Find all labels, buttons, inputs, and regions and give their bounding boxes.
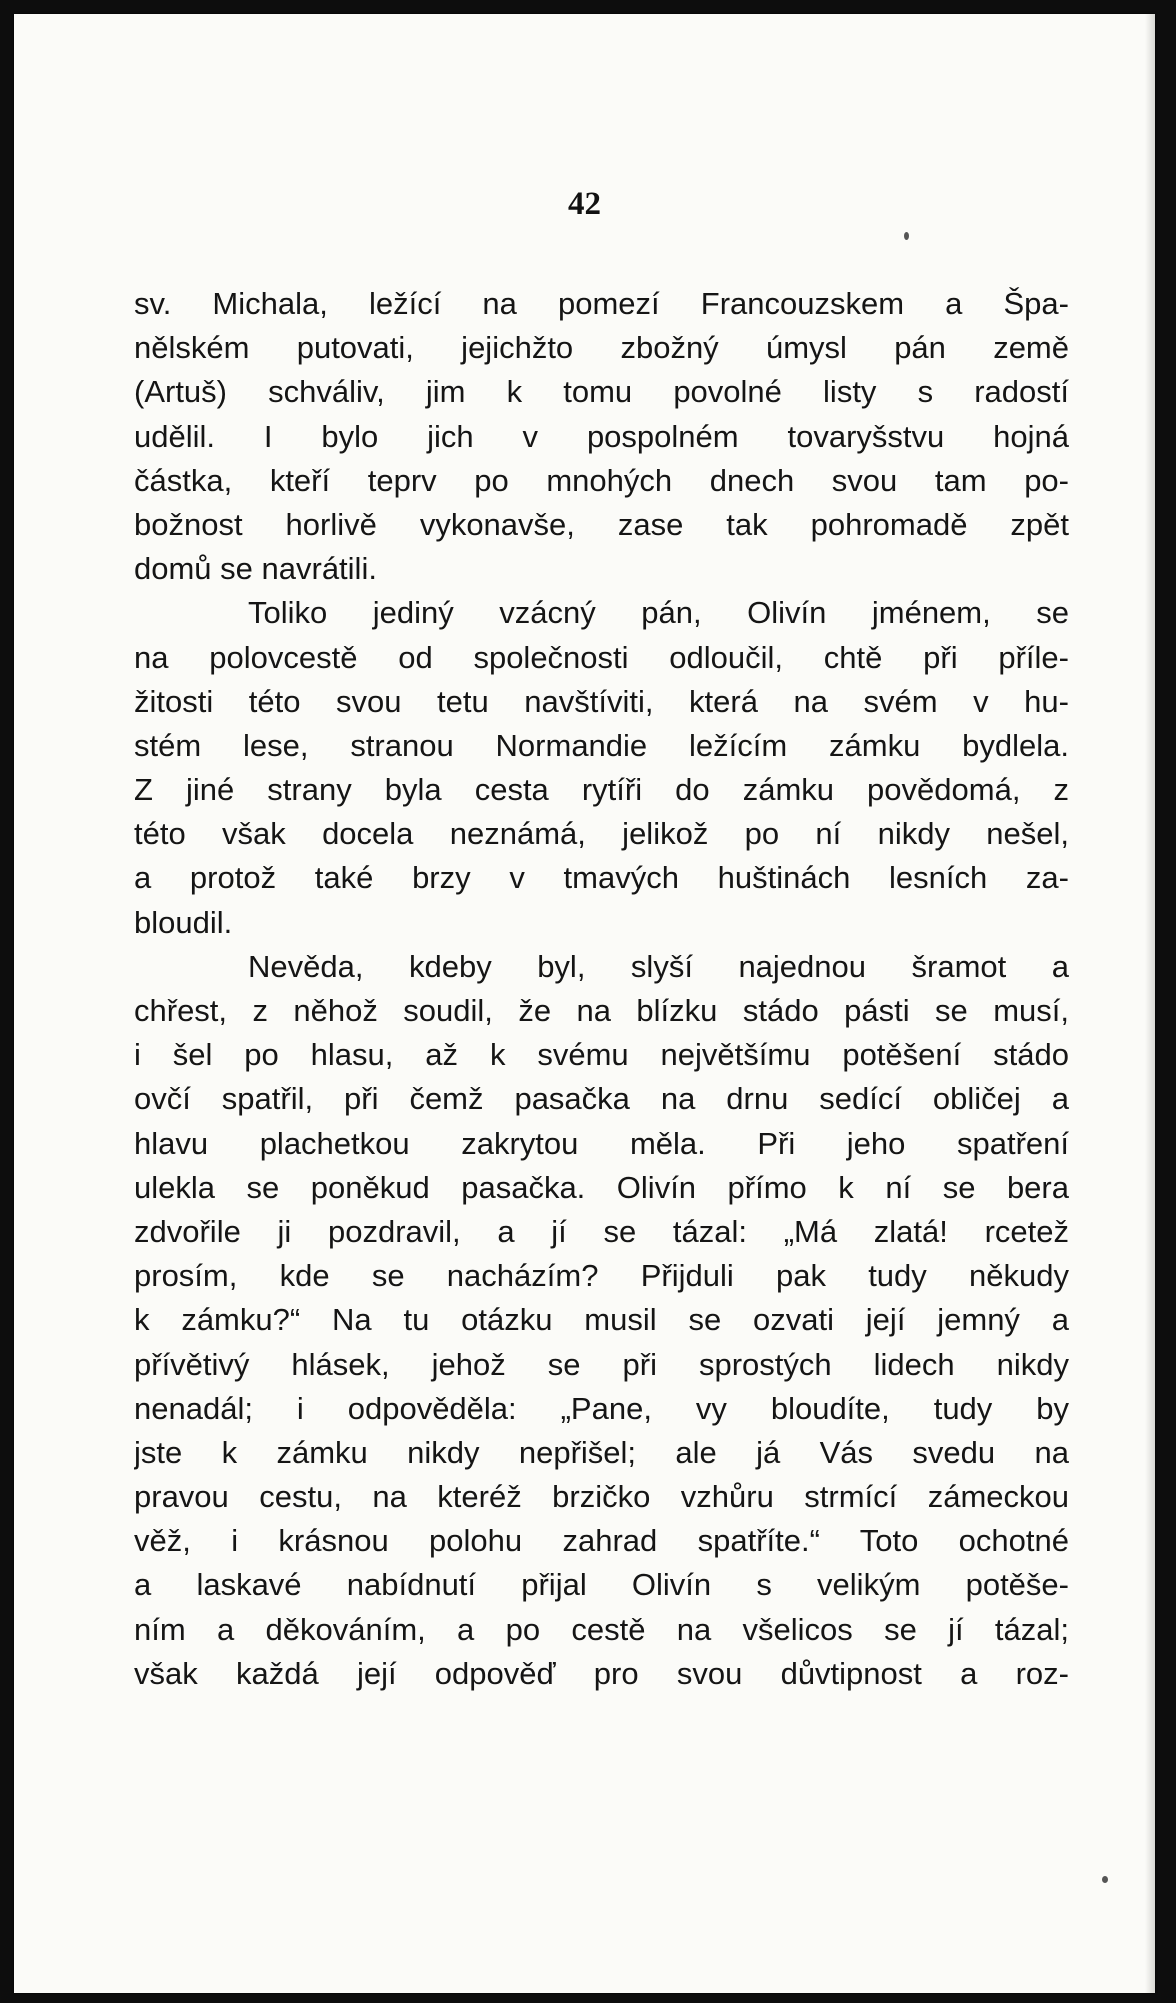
text-line: udělil. I bylo jich v pospolném tovaryšstvu hojná [134, 418, 1069, 454]
text-line: bloudil. [134, 904, 233, 940]
text-line: žitosti této svou tetu navštíviti, která na svém v hu- [134, 683, 1069, 719]
text-line: hlavu plachetkou zakrytou měla. Při jeho spatření [134, 1125, 1069, 1161]
text-line: věž, i krásnou polohu zahrad spatříte.“ Toto ochotné [134, 1523, 1069, 1559]
text-line: jste k zámku nikdy nepřišel; ale já Vás svedu na [134, 1434, 1069, 1470]
text-line: částka, kteří teprv po mnohých dnech svou tam po- [134, 462, 1069, 498]
text-line: chřest, z něhož soudil, že na blízku stádo pásti se musí, [134, 993, 1069, 1028]
text-line: i šel po hlasu, až k svému největšímu potěšení stádo [134, 1037, 1069, 1073]
text-line: (Artuš) schváliv, jim k tomu povolné listy s radostí [134, 374, 1069, 410]
text-line: a laskavé nabídnutí přijal Olivín s velikým potěše- [134, 1567, 1069, 1603]
text-line: ním a děkováním, a po cestě na všelicos se jí tázal; [134, 1611, 1069, 1647]
page-edge-shadow [1145, 14, 1155, 1993]
text-line: této však docela neznámá, jelikož po ní nikdy nešel, [134, 816, 1069, 852]
paragraph-first-line: Nevěda, kdeby byl, slyší najednou šramot a [248, 948, 1069, 984]
text-line: božnost horlivě vykonavše, zase tak pohromadě zpět [134, 506, 1069, 542]
text-line: přívětivý hlásek, jehož se při sprostých lidech nikdy [134, 1346, 1069, 1382]
text-line: prosím, kde se nacházím? Přijduli pak tudy někudy [134, 1258, 1069, 1294]
text-line: ulekla se poněkud pasačka. Olivín přímo k ní se bera [134, 1169, 1069, 1205]
text-line: k zámku?“ Na tu otázku musil se ozvati její jemný a [134, 1302, 1069, 1338]
ink-speck [904, 232, 909, 240]
text-line: nělském putovati, jejichžto zbožný úmysl pán země [134, 330, 1069, 366]
text-line: sv. Michala, ležící na pomezí Francouzskem a Špa- [134, 286, 1069, 321]
ink-speck [1102, 1876, 1108, 1883]
text-line: stém lese, stranou Normandie ležícím zámku bydlela. [134, 727, 1069, 763]
page-number: 42 [568, 186, 601, 222]
text-line: na polovcestě od společnosti odloučil, chtě při příle- [134, 639, 1069, 675]
text-line: nenadál; i odpověděla: „Pane, vy bloudíte, tudy by [134, 1390, 1069, 1426]
text-line: však každá její odpověď pro svou důvtipnost a roz- [134, 1655, 1069, 1691]
text-line: domů se navrátili. [134, 551, 377, 587]
text-line: a protož také brzy v tmavých huštinách lesních za- [134, 860, 1069, 896]
text-line: Z jiné strany byla cesta rytíři do zámku povědomá, z [134, 772, 1069, 808]
body-text [134, 282, 1069, 1696]
text-line: zdvořile ji pozdravil, a jí se tázal: „Má zlatá! rcetež [134, 1213, 1069, 1249]
text-line: pravou cestu, na kteréž brzičko vzhůru strmící zámeckou [134, 1479, 1069, 1515]
text-line: ovčí spatřil, při čemž pasačka na drnu sedící obličej a [134, 1081, 1069, 1117]
book-page [14, 14, 1155, 1993]
paragraph-first-line: Toliko jediný vzácný pán, Olivín jménem, se [248, 595, 1069, 631]
